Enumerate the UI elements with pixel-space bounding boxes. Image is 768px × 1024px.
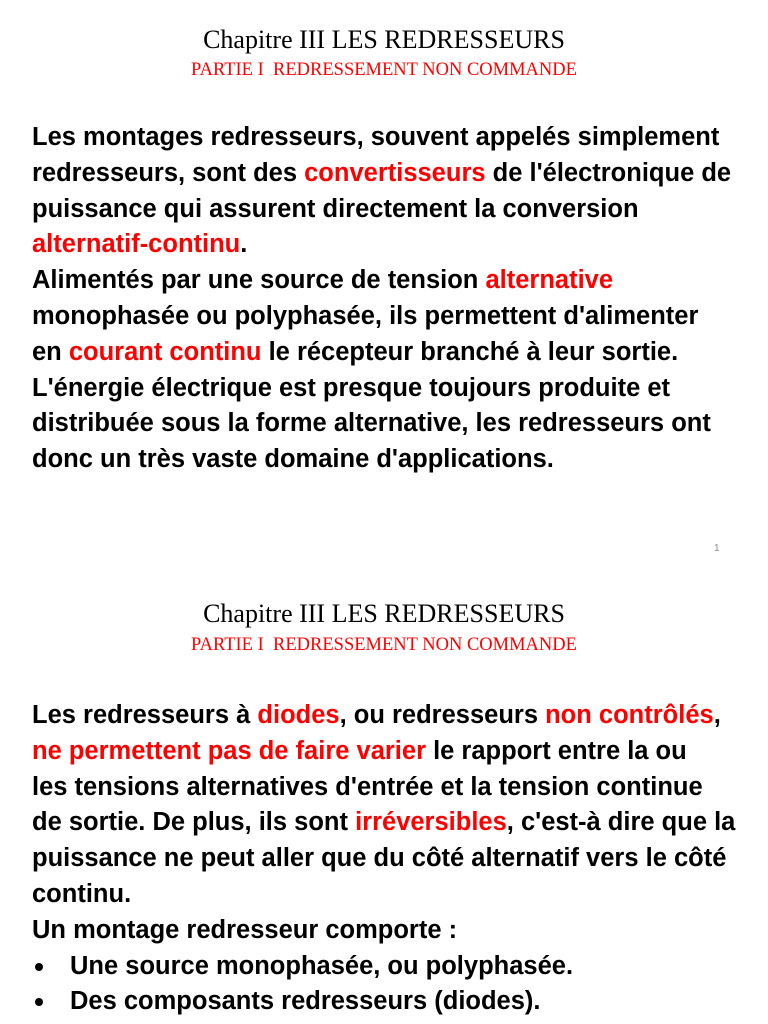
- slide-body: [32, 698, 762, 1020]
- body-text: Les montages redresseurs, souvent appelés simplement: [32, 123, 720, 151]
- highlighted-term: irréversibles: [355, 808, 507, 837]
- bullet-item: [32, 984, 762, 1020]
- body-text: L'énergie électrique est presque toujours produite et: [32, 373, 671, 402]
- body-line: [32, 442, 762, 478]
- slide-subtitle: PARTIE I REDRESSEMENT NON COMMANDE: [191, 635, 577, 655]
- bullet-item: [32, 949, 762, 985]
- slide-title: Chapitre III LES REDRESSEURS: [203, 25, 565, 54]
- body-text: le rapport entre la ou: [426, 736, 687, 765]
- slide-subtitle: PARTIE I REDRESSEMENT NON COMMANDE: [191, 60, 577, 80]
- body-text: le récepteur branché à leur sortie.: [261, 337, 679, 366]
- bullet-icon: [35, 963, 43, 971]
- body-text: , c'est-à dire que la: [506, 808, 736, 837]
- highlighted-term: courant continu: [68, 337, 262, 366]
- body-text: monophasée ou polyphasée, ils permettent d'alimenter: [32, 301, 699, 330]
- highlighted-term: non contrôlés: [545, 701, 714, 729]
- body-line: [32, 770, 762, 806]
- page-number: 1: [714, 543, 720, 554]
- body-line: [32, 734, 762, 770]
- body-text: distribuée sous la forme alternative, les redresseurs ont: [32, 409, 711, 438]
- body-line: [32, 877, 762, 913]
- bullet-icon: [35, 998, 43, 1006]
- body-text: redresseurs, sont des: [32, 158, 305, 187]
- highlighted-term: ne permettent pas de faire varier: [32, 736, 426, 765]
- body-text: ,: [713, 701, 721, 729]
- highlighted-term: alternatif-continu: [32, 230, 241, 259]
- body-line: [32, 805, 762, 841]
- body-text: , ou redresseurs: [339, 701, 546, 729]
- body-line: [32, 698, 762, 734]
- highlighted-term: alternative: [485, 266, 614, 295]
- body-text: Un montage redresseur comporte :: [32, 915, 458, 944]
- slide-2: [0, 575, 768, 1024]
- body-text: les tensions alternatives d'entrée et la tension continue: [32, 772, 703, 801]
- slide-title: Chapitre III LES REDRESSEURS: [203, 599, 565, 628]
- body-line: [32, 913, 762, 949]
- body-text: .: [240, 230, 248, 259]
- body-text: de l'électronique de: [485, 158, 732, 187]
- body-line: [32, 335, 762, 371]
- body-text: continu.: [32, 879, 132, 908]
- bullet-text: Des composants redresseurs (diodes).: [70, 987, 541, 1016]
- body-line: [32, 841, 762, 877]
- body-line: [32, 263, 762, 299]
- body-text: puissance ne peut aller que du côté alternatif vers le côté: [32, 844, 727, 873]
- body-text: de sortie. De plus, ils sont: [32, 808, 356, 837]
- slide-body: [32, 120, 762, 478]
- bullet-text: Une source monophasée, ou polyphasée.: [70, 951, 574, 980]
- body-text: Alimentés par une source de tension: [32, 266, 486, 295]
- body-text: puissance qui assurent directement la conversion: [32, 194, 639, 223]
- body-line: [32, 120, 762, 156]
- highlighted-term: diodes: [257, 701, 340, 729]
- body-line: [32, 371, 762, 407]
- body-text: en: [32, 337, 69, 366]
- body-line: [32, 406, 762, 442]
- body-line: [32, 227, 762, 263]
- body-line: [32, 192, 762, 228]
- body-line: [32, 299, 762, 335]
- highlighted-term: convertisseurs: [304, 158, 486, 187]
- body-line: [32, 156, 762, 192]
- body-text: donc un très vaste domaine d'applications.: [32, 445, 554, 474]
- body-text: Les redresseurs à: [32, 701, 258, 729]
